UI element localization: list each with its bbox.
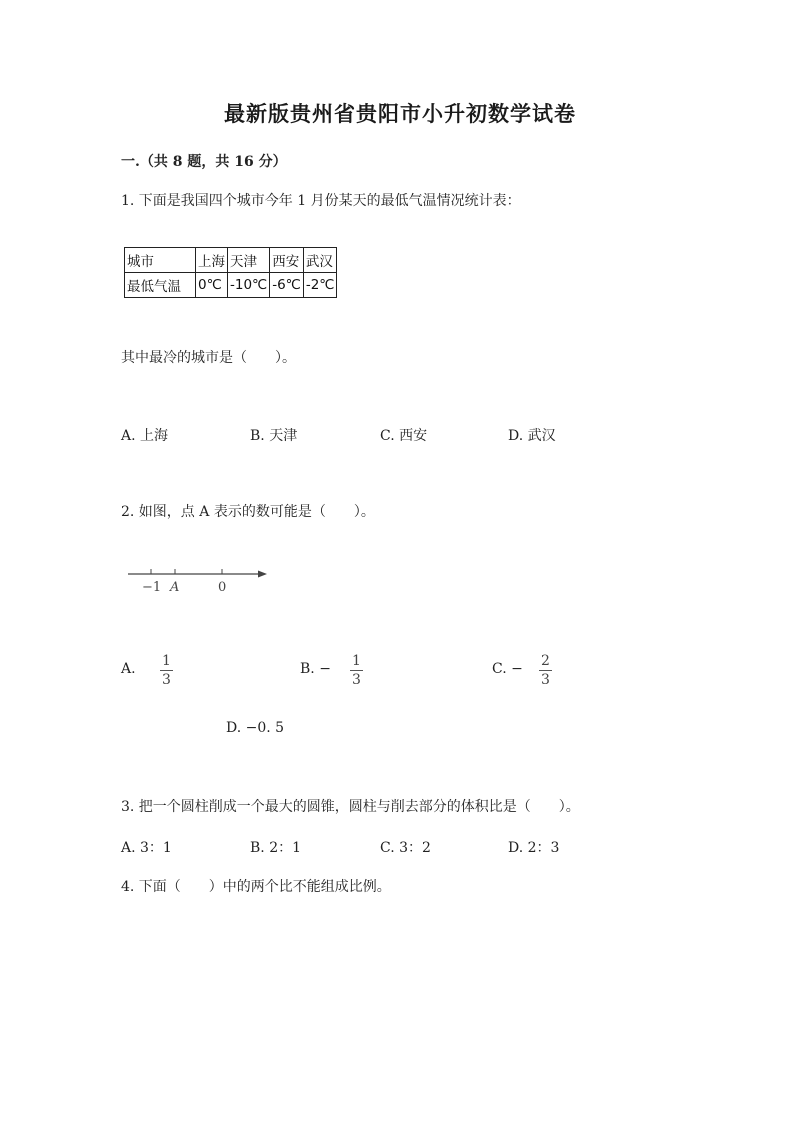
question-2-stem: 2. 如图，点 A 表示的数可能是（ ）。 xyxy=(121,504,375,520)
fraction-b xyxy=(350,653,363,688)
question-3-option-c[interactable]: C. 3：2 xyxy=(380,840,431,856)
fraction-denominator: 3 xyxy=(541,672,550,688)
number-line-diagram xyxy=(124,562,274,596)
table-header-temp: 最低气温 xyxy=(125,273,196,298)
fraction-denominator: 3 xyxy=(162,672,171,688)
fraction-numerator: 1 xyxy=(162,653,171,669)
question-3-stem: 3. 把一个圆柱削成一个最大的圆锥，圆柱与削去部分的体积比是（ ）。 xyxy=(121,799,580,815)
page-title: 最新版贵州省贵阳市小升初数学试卷 xyxy=(224,101,576,126)
table-row xyxy=(125,273,337,298)
section-heading: 一.（共 8 题，共 16 分） xyxy=(121,154,287,170)
question-3-option-d[interactable]: D. 2：3 xyxy=(508,840,560,856)
question-2-option-c[interactable] xyxy=(492,661,523,677)
question-1-option-d[interactable]: D. 武汉 xyxy=(508,428,556,444)
fraction-numerator: 1 xyxy=(352,653,361,669)
option-b-label: B. − xyxy=(300,661,331,677)
fraction-denominator: 3 xyxy=(352,672,361,688)
question-3-option-b[interactable]: B. 2：1 xyxy=(250,840,302,856)
fraction-a xyxy=(160,653,173,688)
question-3-option-a[interactable]: A. 3：1 xyxy=(121,840,172,856)
label-point-a: A xyxy=(170,580,180,595)
question-1-stem: 1. 下面是我国四个城市今年 1 月份某天的最低气温情况统计表： xyxy=(121,193,521,209)
label-zero: 0 xyxy=(218,580,227,595)
temperature-table xyxy=(124,247,337,298)
question-4-stem: 4. 下面（ ）中的两个比不能组成比例。 xyxy=(121,879,391,895)
table-cell: 天津 xyxy=(228,248,270,273)
table-cell: -6℃ xyxy=(270,273,304,298)
fraction-bar xyxy=(350,670,363,671)
table-row xyxy=(125,248,337,273)
question-1-option-b[interactable]: B. 天津 xyxy=(250,428,298,444)
table-cell: -10℃ xyxy=(228,273,270,298)
option-a-label: A. xyxy=(121,661,136,677)
number-line-arrow xyxy=(258,571,267,578)
fraction-c xyxy=(539,653,552,688)
table-header-city: 城市 xyxy=(125,248,196,273)
question-2-option-b[interactable] xyxy=(300,661,331,677)
question-2-option-a[interactable] xyxy=(121,661,136,677)
table-cell: 上海 xyxy=(196,248,228,273)
table-cell: -2℃ xyxy=(303,273,337,298)
question-1-option-a[interactable]: A. 上海 xyxy=(121,428,169,444)
table-cell: 西安 xyxy=(270,248,304,273)
question-1-option-c[interactable]: C. 西安 xyxy=(380,428,428,444)
question-1-prompt: 其中最冷的城市是（ ）。 xyxy=(121,350,296,366)
option-c-label: C. − xyxy=(492,661,523,677)
table-cell: 0℃ xyxy=(196,273,228,298)
label-minus-one: −1 xyxy=(142,580,162,595)
fraction-numerator: 2 xyxy=(541,653,550,669)
question-2-option-d[interactable]: D. −0. 5 xyxy=(226,720,285,736)
table-cell: 武汉 xyxy=(303,248,337,273)
fraction-bar xyxy=(539,670,552,671)
fraction-bar xyxy=(160,670,173,671)
